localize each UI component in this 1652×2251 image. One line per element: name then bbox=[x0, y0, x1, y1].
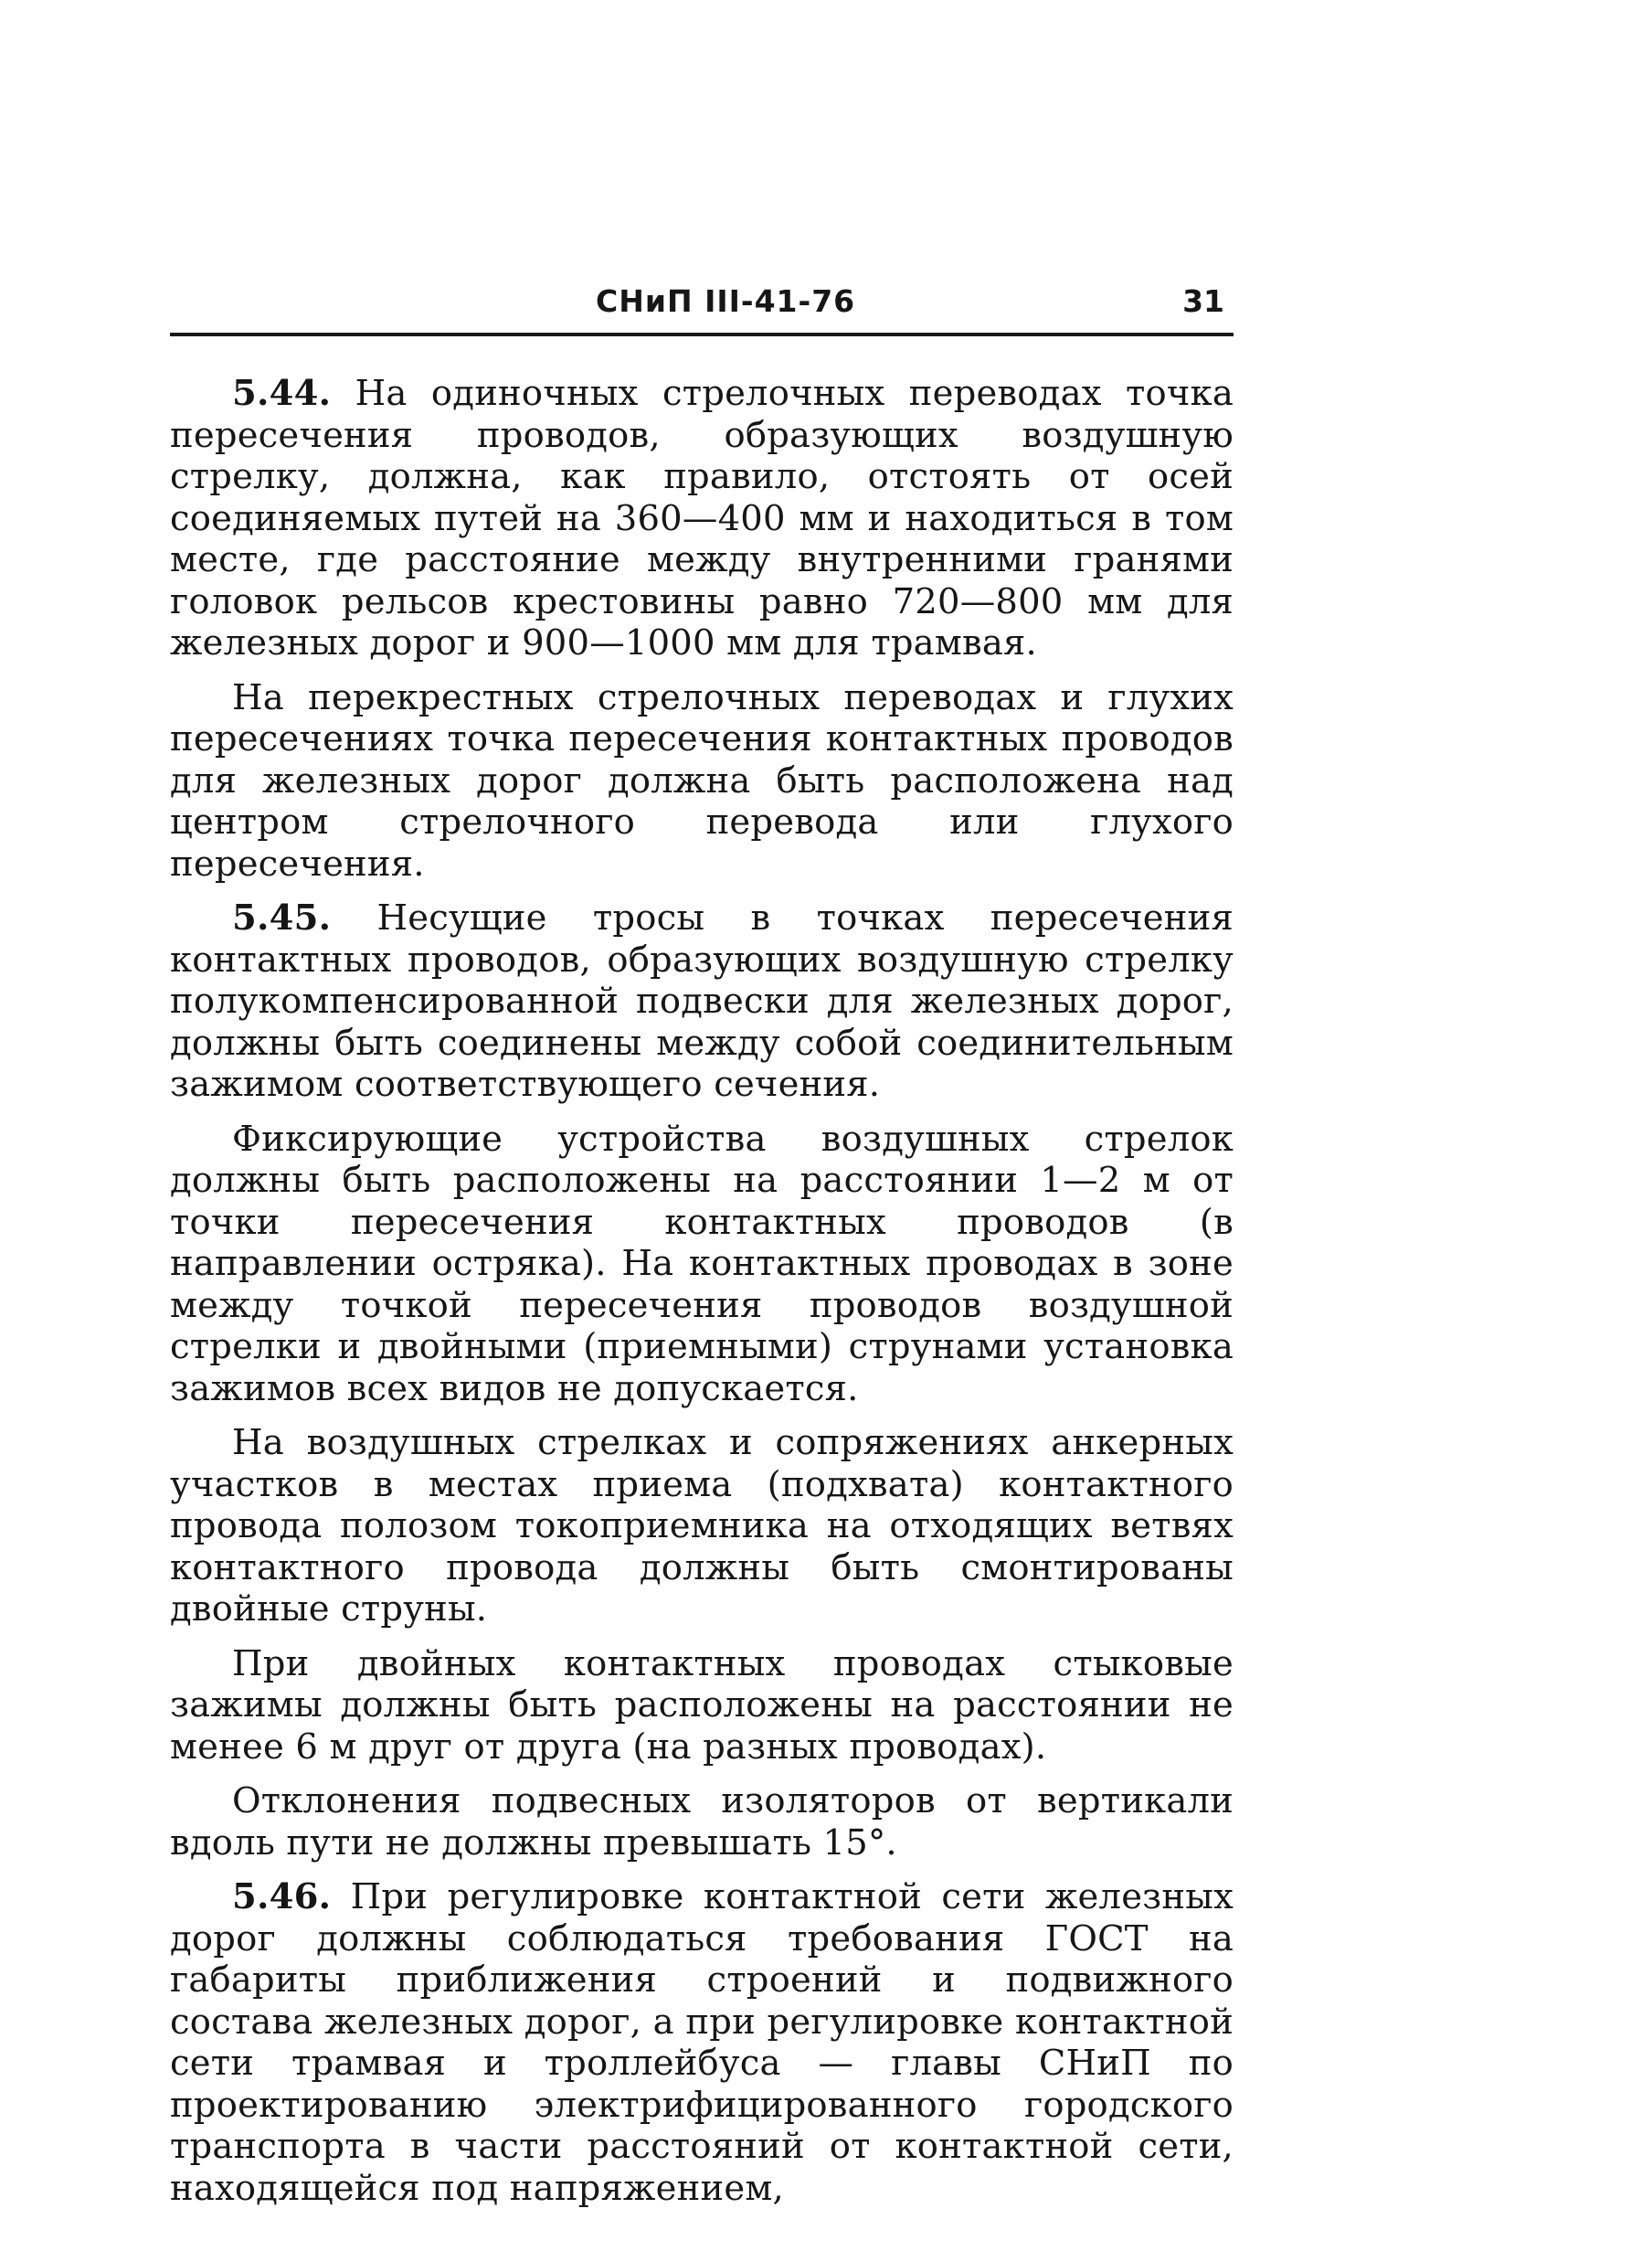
header-rule bbox=[170, 333, 1234, 336]
running-title: СНиП III-41-76 bbox=[596, 283, 856, 319]
paragraph-5-46 bbox=[170, 1876, 1234, 2209]
paragraph bbox=[170, 677, 1234, 886]
paragraph-text: На перекрестных стрелочных переводах и глухих пересечениях точка пересечения контактных проводов для железных дорог должна быть расположена над центром стрелочного перевода или глухого пересечения. bbox=[170, 676, 1234, 885]
paragraph-text: Фиксирующие устройства воздушных стрелок должны быть расположены на расстоянии 1—2 м от точки пересечения контактных проводов (в направлении остряка). На контактных проводах в зоне между точкой пересечения проводов воздушной стрелки и двойными (приемными) струнами установка зажимов всех видов не допускается. bbox=[170, 1118, 1234, 1409]
document-page bbox=[170, 274, 1234, 2222]
paragraph-text: На одиночных стрелочных переводах точка пересечения проводов, образующих воздушную стрелку, должна, как правило, отстоять от осей соединяемых путей на 360—400 мм и находиться в том месте, где расстояние между внутренними гранями головок рельсов крестовины равно 720—800 мм для железных дорог и 900—1000 мм для трамвая. bbox=[170, 373, 1234, 664]
paragraph-text: На воздушных стрелках и сопряжениях анкерных участков в местах приема (подхвата) контактного провода полозом токоприемника на отходящих ветвях контактного провода должны быть смонтированы двойные струны. bbox=[170, 1422, 1234, 1630]
clause-number: 5.45. bbox=[232, 897, 332, 939]
page-number: 31 bbox=[1182, 283, 1224, 319]
page-header bbox=[170, 274, 1234, 333]
paragraph-text: Отклонения подвесных изоляторов от вертикали вдоль пути не должны превышать 15°. bbox=[170, 1780, 1234, 1863]
paragraph-5-45 bbox=[170, 897, 1234, 1106]
paragraph-text: При двойных контактных проводах стыковые зажимы должны быть расположены на расстоянии не менее 6 м друг от друга (на разных проводах). bbox=[170, 1642, 1234, 1768]
body-text bbox=[170, 373, 1234, 2209]
paragraph-5-44 bbox=[170, 373, 1234, 664]
paragraph-text: При регулировке контактной сети железных дорог должны соблюдаться требования ГОСТ на габариты приближения строений и подвижного состава железных дорог, а при регулировке контактной сети трамвая и троллейбуса — главы СНиП по проектированию электрифицированного городского транспорта в части расстояний от контактной сети, находящейся под напряжением, bbox=[170, 1876, 1234, 2209]
paragraph bbox=[170, 1643, 1234, 1768]
paragraph bbox=[170, 1422, 1234, 1630]
clause-number: 5.46. bbox=[232, 1876, 332, 1917]
paragraph bbox=[170, 1780, 1234, 1863]
paragraph bbox=[170, 1119, 1234, 1410]
clause-number: 5.44. bbox=[232, 373, 332, 414]
paragraph-text: Несущие тросы в точках пересечения контактных проводов, образующих воздушную стрелку полукомпенсированной подвески для железных дорог, должны быть соединены между собой соединительным зажимом соответствующего сечения. bbox=[170, 897, 1234, 1105]
